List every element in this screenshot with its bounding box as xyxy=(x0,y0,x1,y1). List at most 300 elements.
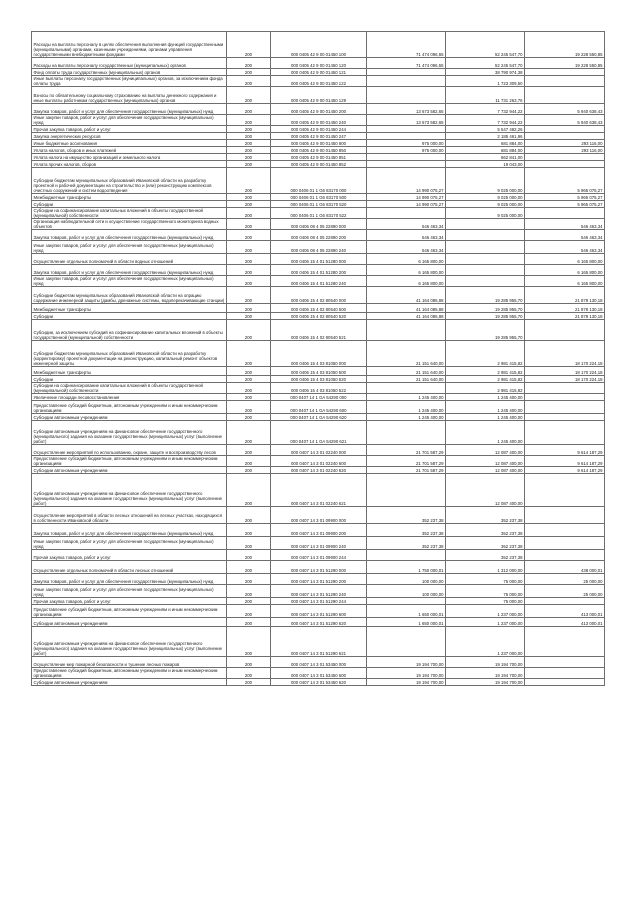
table-row xyxy=(32,605,605,618)
row-budget-code-cell: 000 0405 42 9 00 01450 121 xyxy=(271,69,367,76)
table-row xyxy=(32,208,605,219)
table-row xyxy=(32,341,605,367)
row-line-code-cell: 200 xyxy=(227,133,271,140)
row-executed-amount-cell xyxy=(446,219,525,230)
row-executed-amount-cell: 19 285 955,70 xyxy=(446,287,525,304)
row-executed-amount-cell: 1 245 400,00 xyxy=(446,401,525,414)
row-budget-code-cell: 000 0406 01 1 G6 83170 500 xyxy=(271,194,367,201)
row-executed-amount-cell: 352 237,38 xyxy=(446,537,525,550)
row-executed-amount-cell xyxy=(446,276,525,287)
row-approved-amount-cell: 71 474 096,55 xyxy=(367,58,446,69)
table-row xyxy=(32,401,605,414)
table-row xyxy=(32,161,605,168)
row-line-code-cell: 200 xyxy=(227,598,271,605)
row-approved-amount-cell: 6 165 800,00 xyxy=(367,254,446,265)
table-row xyxy=(32,219,605,230)
table-row xyxy=(32,230,605,241)
row-approved-amount-cell xyxy=(367,627,446,657)
row-name-cell: Межбюджетные трансферты xyxy=(32,304,227,313)
row-budget-code-cell: 000 0405 42 9 00 01450 240 xyxy=(271,115,367,126)
row-approved-amount-cell: 41 164 085,88 xyxy=(367,304,446,313)
row-budget-code-cell: 000 0406 15 4 03 81050 522 xyxy=(271,383,367,394)
row-executed-amount-cell xyxy=(446,265,525,276)
row-budget-code-cell: 000 0407 14 3 01 09900 240 xyxy=(271,537,367,550)
row-executed-amount-cell: 19 194 700,00 xyxy=(446,657,525,668)
row-budget-code-cell: 000 0407 14 1 GA 54290 621 xyxy=(271,421,367,445)
row-line-code-cell: 200 xyxy=(227,254,271,265)
row-line-code-cell: 200 xyxy=(227,140,271,147)
row-budget-code-cell: 000 0407 14 3 01 51290 600 xyxy=(271,605,367,618)
row-executed-amount-cell: 1 245 400,00 xyxy=(446,421,525,445)
row-budget-code-cell: 000 0406 15 4 03 81050 500 xyxy=(271,367,367,376)
table-row xyxy=(32,657,605,668)
row-name-cell: Субсидии бюджетам муниципальных образований Ивановской области на опрацию содержание инженерной защиты (дамбы, дренажные системы, водоперекачивающие станции) xyxy=(32,287,227,304)
row-budget-code-cell: 000 0405 42 9 00 01450 850 xyxy=(271,147,367,154)
row-line-code-cell: 200 xyxy=(227,201,271,208)
row-name-cell: Субсидии автономным учреждениям xyxy=(32,414,227,421)
row-line-code-cell: 200 xyxy=(227,467,271,474)
row-executed-amount-cell: 7 732 944,22 xyxy=(446,104,525,115)
row-name-cell: Осуществление отдельных полномочий в области водных отношений xyxy=(32,254,227,265)
row-name-cell: Прочая закупка товаров, работ и услуг xyxy=(32,126,227,133)
row-budget-code-cell: 000 0406 15 4 01 51280 200 xyxy=(271,265,367,276)
row-name-cell: Взносы по обязательному социальному страхованию на выплаты денежного содержания и иные выплаты работникам государственных (муниципальных) органов xyxy=(32,87,227,104)
row-approved-amount-cell: 21 701 587,29 xyxy=(367,456,446,467)
row-unexecuted-amount-cell xyxy=(525,598,605,605)
row-approved-amount-cell: 352 237,38 xyxy=(367,537,446,550)
row-approved-amount-cell: 6 165 800,00 xyxy=(367,265,446,276)
row-name-cell: Осуществление мер пожарной безопасности и тушение лесных пожаров xyxy=(32,657,227,668)
row-line-code-cell: 200 xyxy=(227,69,271,76)
table-row xyxy=(32,254,605,265)
row-budget-code-cell: 000 0405 42 9 00 01450 851 xyxy=(271,154,367,161)
row-line-code-cell: 200 xyxy=(227,394,271,401)
row-budget-code-cell: 000 0406 15 4 02 80540 520 xyxy=(271,313,367,320)
table-row xyxy=(32,524,605,537)
table-row xyxy=(32,383,605,394)
row-unexecuted-amount-cell xyxy=(525,161,605,168)
row-line-code-cell: 200 xyxy=(227,168,271,194)
row-unexecuted-amount-cell xyxy=(525,627,605,657)
row-unexecuted-amount-cell: 413 000,01 xyxy=(525,618,605,627)
row-unexecuted-amount-cell xyxy=(525,421,605,445)
row-executed-amount-cell: 12 087 400,00 xyxy=(446,445,525,456)
row-line-code-cell: 200 xyxy=(227,627,271,657)
row-line-code-cell: 200 xyxy=(227,657,271,668)
row-budget-code-cell: 000 0407 14 3 01 02240 600 xyxy=(271,456,367,467)
row-name-cell: Осуществление мероприятий по использованию, охране, защите и воспроизводству лесов xyxy=(32,445,227,456)
row-approved-amount-cell xyxy=(367,474,446,507)
row-line-code-cell: 200 xyxy=(227,679,271,686)
row-unexecuted-amount-cell xyxy=(525,154,605,161)
row-line-code-cell: 200 xyxy=(227,287,271,304)
row-line-code-cell: 200 xyxy=(227,58,271,69)
row-name-cell: Межбюджетные трансферты xyxy=(32,367,227,376)
table-row xyxy=(32,313,605,320)
row-approved-amount-cell xyxy=(367,126,446,133)
table-row xyxy=(32,287,605,304)
row-executed-amount-cell: 2 981 415,82 xyxy=(446,383,525,394)
row-line-code-cell: 200 xyxy=(227,241,271,254)
row-executed-amount-cell: 662 841,00 xyxy=(446,154,525,161)
row-unexecuted-amount-cell: 21 878 130,18 xyxy=(525,304,605,313)
table-row xyxy=(32,133,605,140)
row-budget-code-cell: 000 0407 14 3 01 02240 621 xyxy=(271,474,367,507)
table-row xyxy=(32,467,605,474)
row-approved-amount-cell: 19 194 700,00 xyxy=(367,668,446,679)
row-line-code-cell: 200 xyxy=(227,383,271,394)
row-name-cell: Иные закупки товаров, работ и услуг для обеспечения государственных (муниципальных) нужд xyxy=(32,241,227,254)
row-unexecuted-amount-cell: 19 228 550,85 xyxy=(525,32,605,58)
table-row xyxy=(32,320,605,341)
row-approved-amount-cell: 1 245 400,00 xyxy=(367,414,446,421)
row-budget-code-cell: 000 0405 42 9 00 01450 244 xyxy=(271,126,367,133)
row-approved-amount-cell: 6 165 800,00 xyxy=(367,276,446,287)
row-approved-amount-cell: 13 673 582,65 xyxy=(367,115,446,126)
row-executed-amount-cell: 9 025 000,00 xyxy=(446,168,525,194)
row-approved-amount-cell: 41 164 085,88 xyxy=(367,287,446,304)
row-approved-amount-cell: 546 463,34 xyxy=(367,230,446,241)
row-line-code-cell: 200 xyxy=(227,561,271,574)
table-row xyxy=(32,265,605,276)
row-executed-amount-cell: 352 237,38 xyxy=(446,507,525,524)
row-name-cell: Осуществление отдельных полномочий в области лесных отношений xyxy=(32,561,227,574)
table-row xyxy=(32,561,605,574)
row-line-code-cell: 200 xyxy=(227,507,271,524)
row-budget-code-cell: 000 0406 15 4 02 80540 000 xyxy=(271,287,367,304)
table-row xyxy=(32,241,605,254)
row-unexecuted-amount-cell: 5 965 075,27 xyxy=(525,168,605,194)
row-name-cell: Закупка энергетических ресурсов xyxy=(32,133,227,140)
row-executed-amount-cell: 19 194 700,00 xyxy=(446,668,525,679)
row-line-code-cell: 200 xyxy=(227,401,271,414)
table-row xyxy=(32,474,605,507)
row-unexecuted-amount-cell xyxy=(525,679,605,686)
row-budget-code-cell: 000 0406 15 4 02 80540 500 xyxy=(271,304,367,313)
table-row xyxy=(32,76,605,87)
row-unexecuted-amount-cell xyxy=(525,133,605,140)
row-unexecuted-amount-cell: 6 165 800,00 xyxy=(525,254,605,265)
row-approved-amount-cell xyxy=(367,320,446,341)
row-line-code-cell: 200 xyxy=(227,76,271,87)
table-row xyxy=(32,537,605,550)
row-name-cell: Закупка товаров, работ и услуг для обеспечения государственных (муниципальных) нужд xyxy=(32,230,227,241)
row-executed-amount-cell: 1 237 000,00 xyxy=(446,618,525,627)
row-name-cell: Субсидии автономным учреждениям на финансовое обеспечение государственного (муниципального) задания на оказание государственных (муниципальных) услуг (выполнение работ) xyxy=(32,421,227,445)
row-approved-amount-cell: 1 650 000,01 xyxy=(367,618,446,627)
row-name-cell: Иные закупки товаров, работ и услуг для обеспечения государственных (муниципальных) нужд xyxy=(32,276,227,287)
table-row xyxy=(32,618,605,627)
row-executed-amount-cell: 11 731 263,76 xyxy=(446,87,525,104)
table-row xyxy=(32,679,605,686)
row-budget-code-cell: 000 0406 08 4 05 22890 000 xyxy=(271,219,367,230)
row-line-code-cell: 200 xyxy=(227,219,271,230)
row-unexecuted-amount-cell xyxy=(525,668,605,679)
row-line-code-cell: 200 xyxy=(227,445,271,456)
row-line-code-cell: 200 xyxy=(227,585,271,598)
row-unexecuted-amount-cell: 6 165 800,00 xyxy=(525,276,605,287)
row-name-cell: Уплата налога на имущество организаций и земельного налога xyxy=(32,154,227,161)
table-row xyxy=(32,507,605,524)
table-row xyxy=(32,304,605,313)
row-approved-amount-cell: 546 463,34 xyxy=(367,241,446,254)
row-approved-amount-cell: 19 194 700,00 xyxy=(367,679,446,686)
row-budget-code-cell: 000 0407 14 1 GA 54290 000 xyxy=(271,394,367,401)
row-unexecuted-amount-cell: 25 000,00 xyxy=(525,574,605,585)
row-approved-amount-cell: 19 194 700,00 xyxy=(367,657,446,668)
row-approved-amount-cell xyxy=(367,87,446,104)
row-name-cell: Субсидии автономным учреждениям на финансовое обеспечение государственного (муниципального) задания на оказание государственных (муниципальных) услуг (выполнение работ) xyxy=(32,474,227,507)
row-name-cell: Субсидии, за исключением субсидий на софинансирование капитальных вложений в объекты государственной (муниципальной) собственности xyxy=(32,320,227,341)
row-unexecuted-amount-cell xyxy=(525,657,605,668)
row-budget-code-cell: 000 0407 14 3 01 53450 620 xyxy=(271,679,367,686)
row-approved-amount-cell: 71 474 096,55 xyxy=(367,32,446,58)
row-executed-amount-cell: 75 000,00 xyxy=(446,585,525,598)
row-approved-amount-cell xyxy=(367,598,446,605)
row-approved-amount-cell: 21 151 640,00 xyxy=(367,367,446,376)
row-line-code-cell: 200 xyxy=(227,668,271,679)
row-approved-amount-cell xyxy=(367,383,446,394)
row-unexecuted-amount-cell: 21 878 130,18 xyxy=(525,287,605,304)
row-executed-amount-cell: 1 723 309,50 xyxy=(446,76,525,87)
row-name-cell: Субсидии бюджетам муниципальных образований Ивановской области на разработку (корректировку) проектной документации на реконструкцию, капитальный ремонт объектов инженерной защиты xyxy=(32,341,227,367)
row-executed-amount-cell: 38 790 974,38 xyxy=(446,69,525,76)
row-executed-amount-cell: 19 285 955,70 xyxy=(446,304,525,313)
row-approved-amount-cell: 21 701 587,29 xyxy=(367,445,446,456)
table-row xyxy=(32,421,605,445)
row-line-code-cell: 200 xyxy=(227,115,271,126)
row-budget-code-cell: 000 0406 15 4 03 81050 000 xyxy=(271,341,367,367)
row-name-cell: Субсидии xyxy=(32,376,227,383)
row-unexecuted-amount-cell: 9 614 187,29 xyxy=(525,456,605,467)
row-unexecuted-amount-cell: 9 614 187,29 xyxy=(525,445,605,456)
row-name-cell: Межбюджетные трансферты xyxy=(32,194,227,201)
row-budget-code-cell: 000 0407 14 1 GA 54290 600 xyxy=(271,401,367,414)
row-budget-code-cell: 000 0407 14 3 01 09900 000 xyxy=(271,507,367,524)
table-row xyxy=(32,154,605,161)
row-line-code-cell: 200 xyxy=(227,414,271,421)
row-budget-code-cell: 000 0405 42 9 00 01450 122 xyxy=(271,76,367,87)
row-approved-amount-cell: 546 463,34 xyxy=(367,219,446,230)
row-executed-amount-cell: 2 185 461,96 xyxy=(446,133,525,140)
row-unexecuted-amount-cell: 21 878 130,18 xyxy=(525,313,605,320)
row-unexecuted-amount-cell: 18 170 224,18 xyxy=(525,367,605,376)
row-name-cell: Субсидии на софинансирование капитальных вложений в объекты государственной (муниципальной) собственности xyxy=(32,383,227,394)
row-approved-amount-cell: 975 000,00 xyxy=(367,140,446,147)
row-name-cell: Прочая закупка товаров, работ и услуг xyxy=(32,598,227,605)
row-approved-amount-cell: 21 701 587,29 xyxy=(367,467,446,474)
row-executed-amount-cell xyxy=(446,230,525,241)
row-executed-amount-cell: 52 245 547,70 xyxy=(446,58,525,69)
row-name-cell: Иные выплаты персоналу государственных (муниципальных) органов, за исключением фонда оплаты труда xyxy=(32,76,227,87)
row-approved-amount-cell xyxy=(367,421,446,445)
row-line-code-cell: 200 xyxy=(227,320,271,341)
table-row xyxy=(32,32,605,58)
row-name-cell: Субсидии автономным учреждениям xyxy=(32,679,227,686)
row-unexecuted-amount-cell xyxy=(525,69,605,76)
row-name-cell: Предоставление субсидий бюджетным, автономным учреждениям и иным некоммерческим организациям xyxy=(32,605,227,618)
row-name-cell: Субсидии автономным учреждениям xyxy=(32,618,227,627)
row-executed-amount-cell: 2 981 415,82 xyxy=(446,367,525,376)
row-unexecuted-amount-cell xyxy=(525,401,605,414)
row-line-code-cell: 200 xyxy=(227,524,271,537)
row-approved-amount-cell: 100 000,00 xyxy=(367,574,446,585)
table-row xyxy=(32,376,605,383)
row-approved-amount-cell: 14 990 075,27 xyxy=(367,194,446,201)
row-name-cell: Субсидии xyxy=(32,313,227,320)
row-executed-amount-cell: 1 245 400,00 xyxy=(446,394,525,401)
table-row xyxy=(32,104,605,115)
row-name-cell: Закупка товаров, работ и услуг для обеспечения государственных (муниципальных) нужд xyxy=(32,104,227,115)
row-unexecuted-amount-cell: 25 000,00 xyxy=(525,585,605,598)
row-approved-amount-cell: 13 673 582,65 xyxy=(367,104,446,115)
row-approved-amount-cell: 21 151 640,00 xyxy=(367,341,446,367)
row-unexecuted-amount-cell: 6 165 800,00 xyxy=(525,265,605,276)
row-executed-amount-cell: 352 237,38 xyxy=(446,550,525,561)
row-executed-amount-cell: 681 884,00 xyxy=(446,147,525,154)
row-budget-code-cell: 000 0407 14 3 01 51290 200 xyxy=(271,574,367,585)
row-line-code-cell: 200 xyxy=(227,304,271,313)
table-row xyxy=(32,550,605,561)
row-line-code-cell: 200 xyxy=(227,367,271,376)
row-budget-code-cell: 000 0407 14 3 01 53450 600 xyxy=(271,668,367,679)
table-row xyxy=(32,140,605,147)
row-name-cell: Предоставление субсидий бюджетным, автономным учреждениям и иным некоммерческим организациям xyxy=(32,668,227,679)
row-budget-code-cell: 000 0406 01 1 G6 83170 522 xyxy=(271,208,367,219)
row-line-code-cell: 200 xyxy=(227,194,271,201)
row-name-cell: Расходы на выплаты персоналу государственных (муниципальных) органов xyxy=(32,58,227,69)
row-line-code-cell: 200 xyxy=(227,537,271,550)
row-name-cell: Иные бюджетные ассигнования xyxy=(32,140,227,147)
table-row xyxy=(32,456,605,467)
row-approved-amount-cell xyxy=(367,154,446,161)
row-budget-code-cell: 000 0407 14 3 01 02240 620 xyxy=(271,467,367,474)
row-budget-code-cell: 000 0406 08 4 05 22890 200 xyxy=(271,230,367,241)
row-approved-amount-cell: 100 000,00 xyxy=(367,585,446,598)
row-unexecuted-amount-cell: 293 116,00 xyxy=(525,140,605,147)
row-executed-amount-cell xyxy=(446,254,525,265)
row-executed-amount-cell: 75 000,00 xyxy=(446,598,525,605)
row-budget-code-cell: 000 0405 42 9 00 01450 100 xyxy=(271,32,367,58)
row-unexecuted-amount-cell xyxy=(525,507,605,524)
row-name-cell: Закупка товаров, работ и услуг для обеспечения государственных (муниципальных) нужд xyxy=(32,574,227,585)
row-line-code-cell: 200 xyxy=(227,154,271,161)
row-approved-amount-cell: 14 990 075,27 xyxy=(367,168,446,194)
row-unexecuted-amount-cell xyxy=(525,414,605,421)
row-budget-code-cell: 000 0407 14 3 01 51290 621 xyxy=(271,627,367,657)
row-executed-amount-cell: 19 285 955,70 xyxy=(446,320,525,341)
row-name-cell: Предоставление субсидий бюджетным, автономным учреждениям и иным некоммерческим организациям xyxy=(32,401,227,414)
row-unexecuted-amount-cell xyxy=(525,208,605,219)
row-unexecuted-amount-cell: 19 228 550,85 xyxy=(525,58,605,69)
row-line-code-cell: 200 xyxy=(227,126,271,133)
row-approved-amount-cell xyxy=(367,208,446,219)
row-unexecuted-amount-cell xyxy=(525,383,605,394)
row-budget-code-cell: 000 0407 14 3 01 51290 620 xyxy=(271,618,367,627)
row-budget-code-cell: 000 0407 14 3 01 51290 240 xyxy=(271,585,367,598)
row-approved-amount-cell: 41 164 085,88 xyxy=(367,313,446,320)
row-budget-code-cell: 000 0406 08 4 05 22890 240 xyxy=(271,241,367,254)
row-unexecuted-amount-cell: 5 965 075,27 xyxy=(525,201,605,208)
row-unexecuted-amount-cell xyxy=(525,474,605,507)
row-line-code-cell: 200 xyxy=(227,456,271,467)
row-name-cell: Субсидии бюджетам муниципальных образований Ивановской области на разработку проектной и рабочей документации на строительство и (или) реконструкцию комплексов очистных сооружений и систем водоотведения xyxy=(32,168,227,194)
row-budget-code-cell: 000 0407 14 3 01 51290 244 xyxy=(271,598,367,605)
row-unexecuted-amount-cell: 5 940 638,43 xyxy=(525,115,605,126)
row-executed-amount-cell: 1 237 000,00 xyxy=(446,605,525,618)
row-budget-code-cell: 000 0407 14 3 01 09900 200 xyxy=(271,524,367,537)
row-unexecuted-amount-cell: 438 000,01 xyxy=(525,561,605,574)
row-executed-amount-cell: 7 732 944,22 xyxy=(446,115,525,126)
table-row xyxy=(32,201,605,208)
budget-execution-page xyxy=(31,31,604,686)
row-budget-code-cell: 000 0407 14 3 01 02240 000 xyxy=(271,445,367,456)
row-budget-code-cell: 000 0407 14 3 01 51290 000 xyxy=(271,561,367,574)
row-approved-amount-cell: 14 990 075,27 xyxy=(367,201,446,208)
row-approved-amount-cell: 1 650 000,01 xyxy=(367,605,446,618)
row-name-cell: Организация наблюдательной сети и осуществление государственного мониторинга водных объектов xyxy=(32,219,227,230)
row-line-code-cell: 200 xyxy=(227,618,271,627)
row-line-code-cell: 200 xyxy=(227,276,271,287)
row-budget-code-cell: 000 0405 42 9 00 01450 120 xyxy=(271,58,367,69)
row-name-cell: Уплата прочих налогов, сборов xyxy=(32,161,227,168)
row-line-code-cell: 200 xyxy=(227,341,271,367)
row-line-code-cell: 200 xyxy=(227,32,271,58)
row-unexecuted-amount-cell: 9 614 187,29 xyxy=(525,467,605,474)
row-name-cell: Прочая закупка товаров, работ и услуг xyxy=(32,550,227,561)
row-line-code-cell: 200 xyxy=(227,104,271,115)
row-line-code-cell: 200 xyxy=(227,147,271,154)
row-budget-code-cell: 000 0405 42 9 00 01450 200 xyxy=(271,104,367,115)
row-budget-code-cell: 000 0405 42 9 00 01450 247 xyxy=(271,133,367,140)
row-approved-amount-cell xyxy=(367,161,446,168)
row-executed-amount-cell: 2 981 415,82 xyxy=(446,341,525,367)
row-line-code-cell: 200 xyxy=(227,550,271,561)
row-budget-code-cell: 000 0406 01 1 G6 83170 520 xyxy=(271,201,367,208)
table-row xyxy=(32,194,605,201)
row-name-cell: Осуществление мероприятий в области лесных отношений на лесных участках, находящихся в собственности Ивановской области xyxy=(32,507,227,524)
expenses-table-body xyxy=(32,32,605,686)
table-row xyxy=(32,126,605,133)
row-unexecuted-amount-cell xyxy=(525,320,605,341)
table-row xyxy=(32,58,605,69)
row-unexecuted-amount-cell xyxy=(525,76,605,87)
row-executed-amount-cell: 9 025 000,00 xyxy=(446,201,525,208)
row-approved-amount-cell xyxy=(367,550,446,561)
row-approved-amount-cell: 352 237,38 xyxy=(367,507,446,524)
row-line-code-cell: 200 xyxy=(227,605,271,618)
row-unexecuted-amount-cell: 18 170 224,18 xyxy=(525,341,605,367)
row-budget-code-cell: 000 0405 42 9 00 01450 852 xyxy=(271,161,367,168)
row-name-cell: Закупка товаров, работ и услуг для обеспечения государственных (муниципальных) нужд xyxy=(32,265,227,276)
expenses-table xyxy=(31,31,605,686)
row-budget-code-cell: 000 0407 14 3 01 09900 244 xyxy=(271,550,367,561)
row-line-code-cell: 200 xyxy=(227,265,271,276)
row-executed-amount-cell: 352 237,38 xyxy=(446,524,525,537)
table-row xyxy=(32,394,605,401)
table-row xyxy=(32,585,605,598)
row-name-cell: Иные закупки товаров, работ и услуг для обеспечения государственных (муниципальных) нужд xyxy=(32,585,227,598)
row-name-cell: Предоставление субсидий бюджетным, автономным учреждениям и иным некоммерческим организациям xyxy=(32,456,227,467)
row-executed-amount-cell: 1 312 000,00 xyxy=(446,561,525,574)
row-budget-code-cell: 000 0406 15 4 03 81050 520 xyxy=(271,376,367,383)
row-approved-amount-cell: 1 245 400,00 xyxy=(367,401,446,414)
table-row xyxy=(32,445,605,456)
row-name-cell: Расходы на выплаты персоналу в целях обеспечения выполнения функций государственными (муниципальными) органами, казенными учреждениями, органами управления государственными внебюджетными фондами xyxy=(32,32,227,58)
row-unexecuted-amount-cell xyxy=(525,537,605,550)
row-unexecuted-amount-cell: 18 170 224,18 xyxy=(525,376,605,383)
table-row xyxy=(32,276,605,287)
